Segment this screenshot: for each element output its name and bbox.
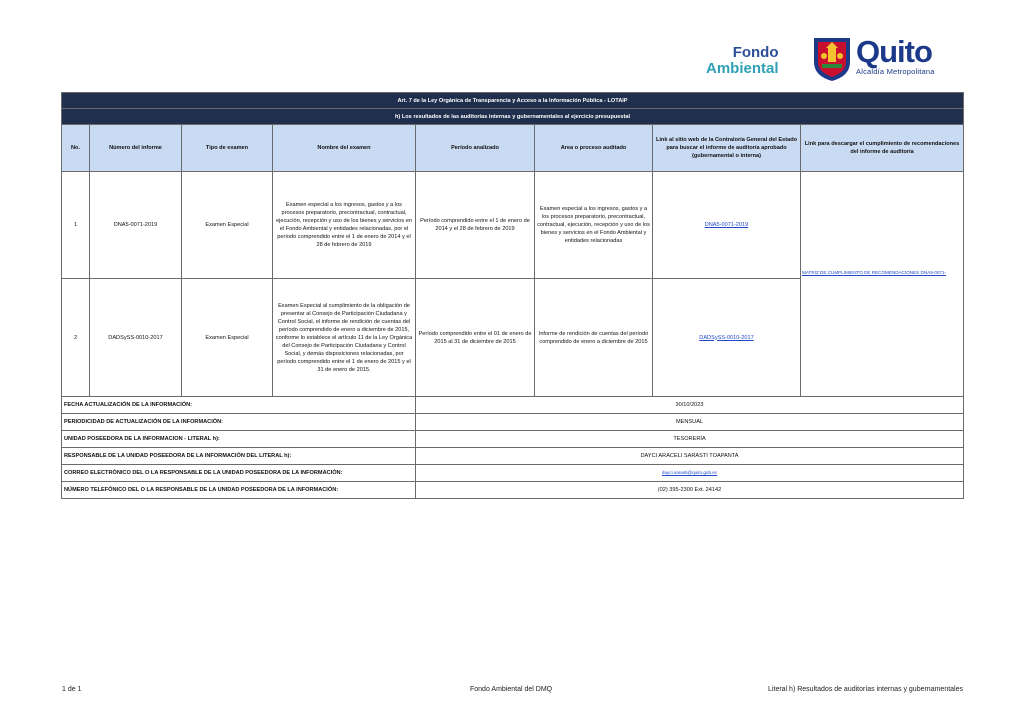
- info-value: (02) 395-2300 Ext. 24142: [416, 482, 964, 499]
- column-header-link-contraloria: Link al sitio web de la Contraloría General del Estado para buscar el informe de auditoría aprobado (gubernamental o interna): [653, 125, 801, 172]
- info-label: PERIODICIDAD DE ACTUALIZACIÓN DE LA INFORMACIÓN:: [62, 414, 416, 431]
- cell-tipo: Examen Especial: [182, 172, 273, 279]
- info-label: NÚMERO TELEFÓNICO DEL O LA RESPONSABLE DE LA UNIDAD POSEEDORA DE LA INFORMACIÓN:: [62, 482, 416, 499]
- info-label: FECHA ACTUALIZACIÓN DE LA INFORMACIÓN:: [62, 397, 416, 414]
- quito-logo-subtitle: Alcaldía Metropolitana: [856, 67, 935, 76]
- info-row-telefono: [62, 482, 964, 499]
- contraloria-report-link[interactable]: DNA5-0071-2019: [704, 222, 749, 228]
- column-header-tipo: Tipo de examen: [182, 125, 273, 172]
- quito-seal-icon: [812, 34, 852, 82]
- footer-center-text: Fondo Ambiental del DMQ: [470, 686, 553, 693]
- cell-periodo: Período comprendido entre el 01 de enero de 2015 al 31 de diciembre de 2015: [416, 279, 535, 397]
- info-row-periodicidad: [62, 414, 964, 431]
- info-row-correo: [62, 465, 964, 482]
- cell-periodo: Período comprendido entre el 1 de enero de 2014 y el 28 de febrero de 2019: [416, 172, 535, 279]
- column-header-numero: Número del informe: [90, 125, 182, 172]
- info-value: DAYCI ARACELI SARASTI TOAPANTA: [416, 448, 964, 465]
- info-value: TESORERÍA: [416, 431, 964, 448]
- table-header-row: [62, 125, 964, 172]
- fondo-logo-line1: Fondo: [732, 44, 779, 61]
- info-row-unidad: [62, 431, 964, 448]
- info-value: [416, 465, 964, 482]
- info-value: MENSUAL: [416, 414, 964, 431]
- audit-results-table: [61, 92, 964, 499]
- info-row-fecha: [62, 397, 964, 414]
- info-row-responsable: [62, 448, 964, 465]
- column-header-periodo: Período analizado: [416, 125, 535, 172]
- table-title: Art. 7 de la Ley Orgánica de Transparencia y Acceso a la Información Pública - LOTAIP: [62, 93, 964, 109]
- cell-area: Examen especial a los ingresos, gastos y a los procesos preparatorio, precontractual, contractual, ejecución, recepción y uso de los bienes y servicios en el Fondo Ambiental y entidades relacionadas: [535, 172, 653, 279]
- footer-page-number: 1 de 1: [62, 686, 82, 693]
- column-header-link-recomendaciones: Link para descargar el cumplimiento de recomendaciones del informe de auditoría: [801, 125, 964, 172]
- column-header-nombre: Nombre del examen: [273, 125, 416, 172]
- fondo-logo-line2: Ambiental: [706, 60, 779, 77]
- cell-link-contraloria: [653, 279, 801, 397]
- cell-no: 1: [62, 172, 90, 279]
- cell-link-recomendaciones: [801, 172, 964, 397]
- table-subtitle-row: [62, 109, 964, 125]
- quito-logo-title: Quito: [856, 34, 932, 69]
- table-subtitle: h) Los resultados de las auditorías internas y gubernamentales al ejercicio presupuestal: [62, 109, 964, 125]
- fondo-ambiental-logo: [706, 45, 779, 77]
- cell-numero: DNA5-0071-2019: [90, 172, 182, 279]
- info-label: RESPONSABLE DE LA UNIDAD POSEEDORA DE LA INFORMACIÓN DEL LITERAL h):: [62, 448, 416, 465]
- info-value: 30/10/2023: [416, 397, 964, 414]
- recommendations-download-link[interactable]: MATRIZ DE CUMPLIMIENTO DE RECOMENDACIONES DNA5-0071-: [802, 270, 947, 275]
- footer-right-text: Literal h) Resultados de auditorías internas y gubernamentales: [768, 686, 963, 693]
- quito-logo: [856, 36, 935, 76]
- contraloria-report-link[interactable]: DADSySS-0010-2017: [699, 334, 754, 341]
- info-label: CORREO ELECTRÓNICO DEL O LA RESPONSABLE DE LA UNIDAD POSEEDORA DE LA INFORMACIÓN:: [62, 465, 416, 482]
- cell-nombre: Examen Especial al cumplimiento de la obligación de presentar al Consejo de Participación Ciudadana y Control Social, el informe de rendición de cuentas del período comprendido de enero a diciembre de 2015, conforme lo establece el artículo 11 de la Ley Orgánica del Consejo de Participación Ciudadana y Control Social, y demás disposiciones relacionadas, por período comprendido entre el 1 de enero de 2015 y el 31 de enero de 2015.: [273, 279, 416, 397]
- column-header-no: No.: [62, 125, 90, 172]
- cell-nombre: Examen especial a los ingresos, gastos y a los procesos preparatorio, precontractual, contractual, ejecución, recepción y uso de los bienes y servicios en el Fondo Ambiental y entidades relacionadas, por el período comprendido entre el 1 de enero de 2014 y el 28 de febrero de 2019: [273, 172, 416, 279]
- cell-link-contraloria: [653, 172, 801, 279]
- column-header-area: Area o proceso auditado: [535, 125, 653, 172]
- email-link[interactable]: dayci.sarasti@quito.gob.ec: [661, 470, 718, 475]
- info-label: UNIDAD POSEEDORA DE LA INFORMACION - LITERAL h):: [62, 431, 416, 448]
- cell-no: 2: [62, 279, 90, 397]
- cell-area: Informe de rendición de cuentas del período comprendido de enero a diciembre de 2015: [535, 279, 653, 397]
- table-title-row: [62, 93, 964, 109]
- cell-numero: DADSySS-0010-2017: [90, 279, 182, 397]
- table-row: [62, 172, 964, 279]
- cell-tipo: Examen Especial: [182, 279, 273, 397]
